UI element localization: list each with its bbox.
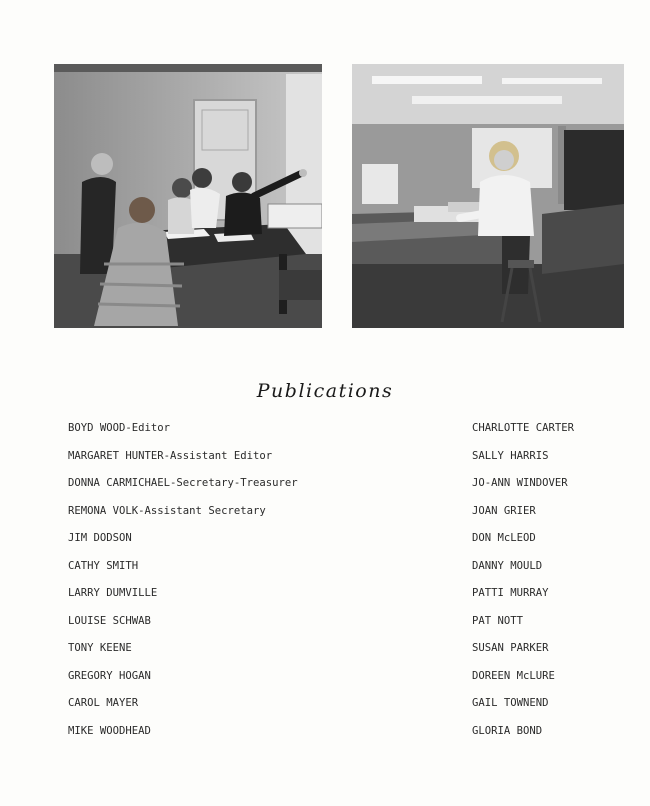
staff-member: DON McLEOD [472, 532, 536, 544]
staff-member: TONY KEENE [68, 642, 132, 654]
staff-member: DOREEN McLURE [472, 669, 555, 682]
staff-member: GLORIA BOND [472, 724, 543, 737]
staff-member: REMONA VOLK-Assistant Secretary [68, 504, 266, 517]
staff-member: SALLY HARRIS [472, 449, 549, 462]
staff-list-right [472, 420, 574, 750]
staff-member: BOYD WOOD-Editor [68, 422, 171, 434]
staff-member: CATHY SMITH [68, 559, 139, 572]
staff-member: CHARLOTTE CARTER [472, 422, 575, 434]
staff-member: LARRY DUMVILLE [68, 587, 158, 599]
staff-member: MIKE WOODHEAD [68, 724, 151, 737]
staff-member: MARGARET HUNTER-Assistant Editor [68, 449, 273, 462]
typist-photo [352, 64, 624, 328]
group-photo [54, 64, 322, 328]
staff-member: CAROL MAYER [68, 697, 139, 709]
staff-member: LOUISE SCHWAB [68, 614, 151, 627]
staff-member: PAT NOTT [472, 614, 524, 627]
staff-member: JOAN GRIER [472, 504, 536, 517]
staff-member: JIM DODSON [68, 532, 132, 544]
staff-member: DANNY MOULD [472, 559, 543, 572]
staff-member: GREGORY HOGAN [68, 669, 151, 682]
staff-member: GAIL TOWNEND [472, 697, 549, 709]
staff-member: JO-ANN WINDOVER [472, 477, 568, 489]
page-title: Publications [256, 380, 394, 402]
staff-member: DONNA CARMICHAEL-Secretary-Treasurer [68, 477, 298, 489]
staff-member: PATTI MURRAY [472, 587, 549, 599]
staff-list-left [68, 420, 298, 750]
staff-member: SUSAN PARKER [472, 642, 549, 654]
